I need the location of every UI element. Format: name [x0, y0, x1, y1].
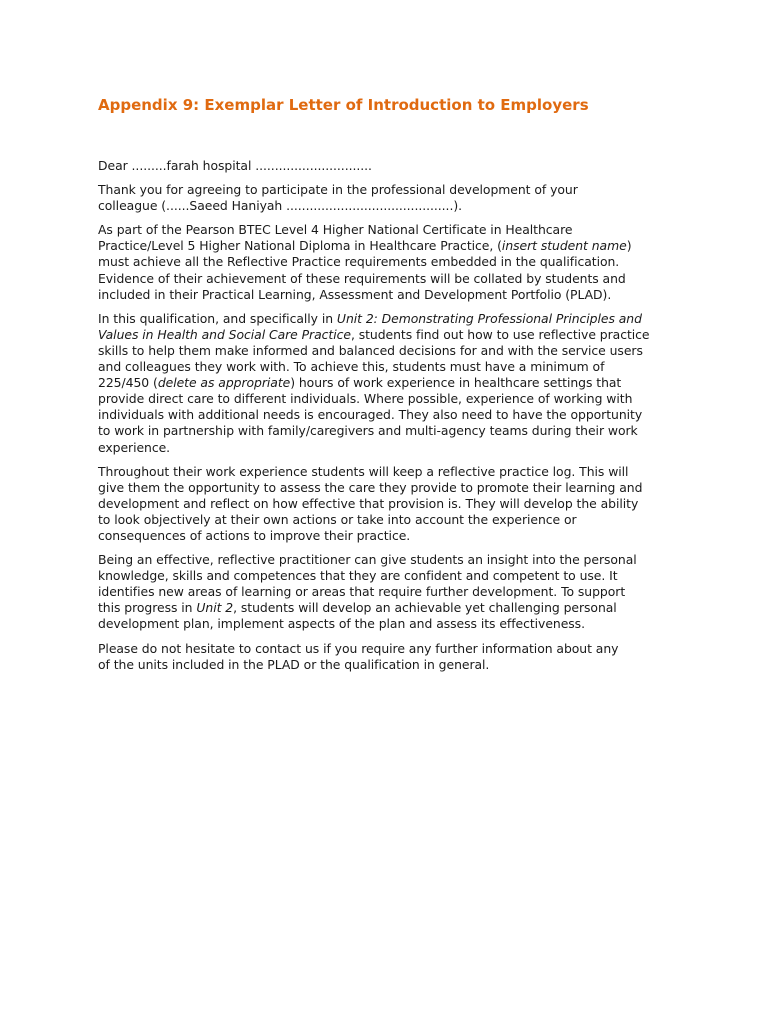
text-segment: development and reflect on how effective that provision is. They will develop the ability: [98, 495, 639, 511]
text-line: [98, 222, 678, 238]
text-segment: , students will develop an achievable yet challenging personal: [233, 600, 617, 616]
text-line: [98, 464, 678, 480]
letter-paragraph: [98, 552, 678, 632]
text-segment: and colleagues they work with. To achieve this, students must have a minimum of: [98, 359, 605, 375]
text-line: [98, 528, 678, 544]
text-segment: provide direct care to different individuals. Where possible, experience of working with: [98, 391, 633, 407]
text-segment: Evidence of their achievement of these requirements will be collated by students and: [98, 270, 626, 286]
italic-text: Values in Health and Social Care Practice: [98, 326, 351, 342]
text-segment: included in their Practical Learning, Assessment and Development Portfolio (PLAD).: [98, 286, 612, 302]
text-segment: As part of the Pearson BTEC Level 4 Higher National Certificate in Healthcare: [98, 222, 573, 238]
text-line: [98, 584, 678, 600]
text-line: [98, 158, 678, 174]
text-segment: knowledge, skills and competences that they are confident and competent to use. It: [98, 568, 618, 584]
text-line: [98, 182, 678, 198]
text-line: [98, 512, 678, 528]
text-line: [98, 616, 678, 632]
text-segment: identifies new areas of learning or areas that require further development. To support: [98, 584, 626, 600]
text-line: [98, 271, 678, 287]
letter-body: [98, 158, 678, 681]
text-segment: skills to help them make informed and balanced decisions for and with the service users: [98, 342, 643, 358]
italic-text: delete as appropriate: [157, 375, 291, 391]
text-segment: Dear .........farah hospital ..............................: [98, 158, 372, 173]
text-segment: Being an effective, reflective practitioner can give students an insight into the personal: [98, 552, 637, 568]
text-segment: , students find out how to use reflective practice: [350, 326, 650, 342]
text-line: [98, 198, 678, 214]
text-line: [98, 657, 678, 673]
text-segment: to work in partnership with family/caregivers and multi-agency teams during their work: [98, 423, 638, 439]
letter-paragraph: [98, 222, 678, 302]
italic-text: insert student name: [501, 238, 627, 254]
text-segment: give them the opportunity to assess the care they provide to promote their learning and: [98, 479, 643, 495]
letter-paragraph: [98, 311, 678, 456]
text-line: [98, 254, 678, 270]
text-segment: ): [626, 238, 632, 254]
text-line: [98, 496, 678, 512]
text-segment: development plan, implement aspects of the plan and assess its effectiveness.: [98, 616, 585, 632]
text-segment: must achieve all the Reflective Practice requirements embedded in the qualification.: [98, 254, 620, 270]
text-line: [98, 407, 678, 423]
text-segment: Practice/Level 5 Higher National Diploma in Healthcare Practice, (: [98, 238, 502, 254]
italic-text: Unit 2: [196, 600, 234, 616]
text-segment: Thank you for agreeing to participate in the professional development of your: [98, 182, 578, 198]
text-segment: colleague (......Saeed Haniyah ...........................................).: [98, 198, 463, 214]
italic-text: Unit 2: Demonstrating Professional Principles and: [336, 310, 642, 326]
text-segment: consequences of actions to improve their practice.: [98, 527, 411, 543]
text-segment: experience.: [98, 439, 171, 455]
letter-paragraph: [98, 641, 678, 673]
text-line: [98, 238, 678, 254]
text-segment: ) hours of work experience in healthcare settings that: [290, 375, 622, 391]
text-segment: this progress in: [98, 600, 197, 616]
text-segment: Throughout their work experience students will keep a reflective practice log. This will: [98, 463, 629, 479]
text-line: [98, 311, 678, 327]
text-segment: In this qualification, and specifically in: [98, 310, 337, 326]
text-line: [98, 391, 678, 407]
letter-paragraph: [98, 182, 678, 214]
page-title: Appendix 9: Exemplar Letter of Introduction to Employers: [98, 96, 589, 114]
text-line: [98, 480, 678, 496]
text-line: [98, 440, 678, 456]
text-line: [98, 327, 678, 343]
text-line: [98, 375, 678, 391]
letter-paragraph: [98, 464, 678, 544]
letter-paragraph: [98, 158, 678, 174]
text-line: [98, 641, 678, 657]
text-segment: to look objectively at their own actions or take into account the experience or: [98, 511, 577, 527]
text-line: [98, 423, 678, 439]
text-segment: individuals with additional needs is encouraged. They also need to have the opportunity: [98, 407, 643, 423]
text-segment: 225/450 (: [98, 375, 158, 391]
text-line: [98, 287, 678, 303]
text-line: [98, 600, 678, 616]
text-segment: Please do not hesitate to contact us if you require any further information about any: [98, 640, 619, 656]
text-line: [98, 343, 678, 359]
text-line: [98, 568, 678, 584]
text-segment: of the units included in the PLAD or the qualification in general.: [98, 656, 490, 672]
text-line: [98, 552, 678, 568]
text-line: [98, 359, 678, 375]
